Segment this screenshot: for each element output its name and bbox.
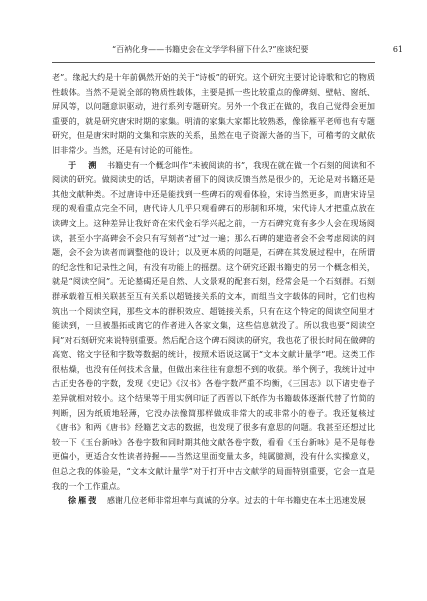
page-number: 61 [392, 45, 403, 54]
header-rule [52, 62, 375, 63]
paragraph-yu-su [52, 158, 375, 494]
paragraph-text: 老”。缘起大约是十年前偶然开始的关于“诗板”的研究。这个研究主要讨论诗歌和它的物质性载体。当然不是说全部的物质性载体，主要是抓一些比较重点的像碑刻、壁帖、窗纸、屏风等，以问题意识驱动，进行系列专题研究。另外一个我正在做的，我自己觉得会更加重要的，就是研究唐宋时期的家集。明清的家集大家都比较熟悉，像徐雁平老师也有专题研究，但是唐宋时期的文集和宗族的关系，虽然在电子资源大备的当下，可稽考的文献依旧非常少。当然，还是有讨论的可能性。 [52, 72, 375, 155]
paragraph-continuation [52, 70, 375, 158]
running-title: “百衲化身——书籍史会在文学学科留下什么?”座谈纪要 [112, 45, 309, 54]
paragraph-text: 感谢几位老师非常坦率与真诚的分享。过去的十年书籍史在本土迅速发展 [106, 495, 366, 506]
paragraph-text: 书籍史有一个概念叫作“未被阅读的书”，我现在就在做一个石刻的阅读和不阅读的研究。做阅读史的话，早期读者留下的阅读反馈当然是很少的，无论是对书籍还是其他文献种类。不过唐诗中还是能找到一些碑石的观看体验，宋诗当然更多，而唐宋诗呈现的观看重点完全不同，唐代诗人几乎只观看碑石的形制和环境，宋代诗人才把重点放在读碑文上。这种差异让我好奇在宋代金石学兴起之前，一方石碑究竟有多少人会在现场阅读，甚至小字高碑会不会只有写刻者“过”过一遍；那么石碑的建造者会不会考虑阅读的问题，会不会为读者而调整他的设计；以及更本质的问题是，石碑在其发展过程中，在所谓的纪念性和记录性之间，有没有功能上的摇摆。这个研究还跟书籍史的另一个概念相关，就是“阅读空间”。无论墓碣还是自然、人文景观的配套石刻，经常会是一个石刻群。石刻群承载着互相关联甚至互有关系以超链接关系的文本，而组当文字载体的同时，它们也构筑出一个阅读空间，那些文本的群积效应、超链接关系，只有在这个特定的阅读空间里才能读到，一旦被墨拓或离它的作者进入各家文集，这些信息就没了。所以我也要“阅读空间”对石刻研究来说特别重要。然后配合这个碑石阅读的研究，我也花了很长时间在做碑的高宽、铭文字径和字数等数据的统计，按照术语说这属于“文本文献计量学”吧。这类工作很枯燥，也没有任何技术含量，但做出来往往有意想不到的收获。举个例子，我统计过中古正史各卷的字数，发现《史记》《汉书》各卷字数严重不均衡，《三国志》以下诸史卷子差异就相对较小。这个结果等于用实例印证了西晋以下纸作为书籍载体逐渐代替了竹简的判断，因为纸质地轻薄，它没办法像简那样做成非常大的或非常小的卷子。我还复核过《唐书》和两《唐书》经籍艺文志的数据，也发现了很多有意思的问题。我甚至还想过比较一下《玉台新咏》各卷字数和同时期其他文献各卷字数，看看《玉台新咏》是不是每卷更偏小，更适合女性读者持握——当然这里面变量太多，纯属臆测，没有什么实操意义，但总之我的体验是，“文本文献计量学”对于打开中古文献学的局面特别重要，它会一直是我的一个工作重点。 [52, 159, 375, 491]
speaker-name: 徐雁弢 [68, 495, 99, 506]
page-header [0, 44, 427, 58]
paragraph-xu-yantao [52, 493, 375, 508]
speaker-name: 于 溯 [68, 159, 99, 170]
body-text [52, 70, 375, 508]
